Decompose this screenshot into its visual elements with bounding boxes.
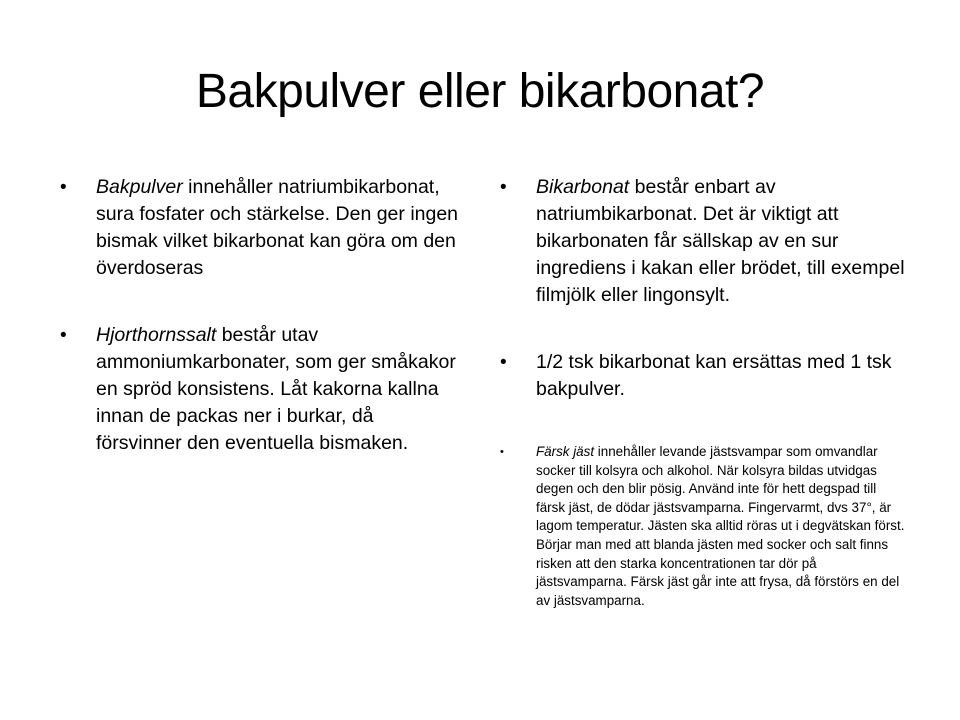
text-bikarbonat: består enbart av natriumbikarbonat. Det är viktigt att bikarbonaten får sällskap av en sur ingrediens i kakan eller brödet, till exempel filmjölk eller lingonsylt. <box>536 176 905 306</box>
bullet-icon: • <box>500 352 507 373</box>
bullet-icon: • <box>60 177 67 198</box>
bullet-icon: • <box>60 325 67 346</box>
bullet-item-bikarbonat <box>500 174 905 309</box>
bullet-icon: • <box>500 177 507 198</box>
text-hjorthornssalt: består utav ammoniumkarbonater, som ger småkakor en spröd konsistens. Låt kakorna kallna innan de packas ner i burkar, då försvinner den eventuella bismaken. <box>96 324 456 454</box>
bullet-item-bakpulver <box>60 174 460 282</box>
bullet-item-hjorthornssalt <box>60 322 460 457</box>
bullet-icon: • <box>500 446 504 458</box>
text-substitution: 1/2 tsk bikarbonat kan ersättas med 1 tsk bakpulver. <box>536 351 892 400</box>
term-farsk-jast: Färsk jäst <box>536 444 595 459</box>
term-bikarbonat: Bikarbonat <box>536 176 630 198</box>
term-hjorthornssalt: Hjorthornssalt <box>96 324 217 346</box>
term-bakpulver: Bakpulver <box>96 176 183 198</box>
left-column <box>60 174 460 457</box>
slide-title: Bakpulver eller bikarbonat? <box>195 65 765 118</box>
text-farsk-jast: innehåller levande jästsvampar som omvandlar socker till kolsyra och alkohol. När kolsyra bildas utvidgas degen och den blir pösig. Använd inte för hett degspad till färsk jäst, de dödar jästsvamparna. Fingervarmt, dvs 37°, är lagom temperatur. Jästen ska alltid röras ut i degvätskan först. Börjar man med att blanda jästen med socker och salt finns risken att den starka koncentrationen tar dör på jästsvamparna. Färsk jäst går inte att frysa, då förstörs en del av jästsvamparna. <box>536 444 905 608</box>
right-column <box>500 174 905 610</box>
text-bakpulver: innehåller natriumbikarbonat, sura fosfater och stärkelse. Den ger ingen bismak vilket bikarbonat kan göra om den överdoseras <box>96 176 459 279</box>
bullet-item-substitution <box>500 349 905 403</box>
bullet-item-farsk-jast <box>500 443 905 610</box>
